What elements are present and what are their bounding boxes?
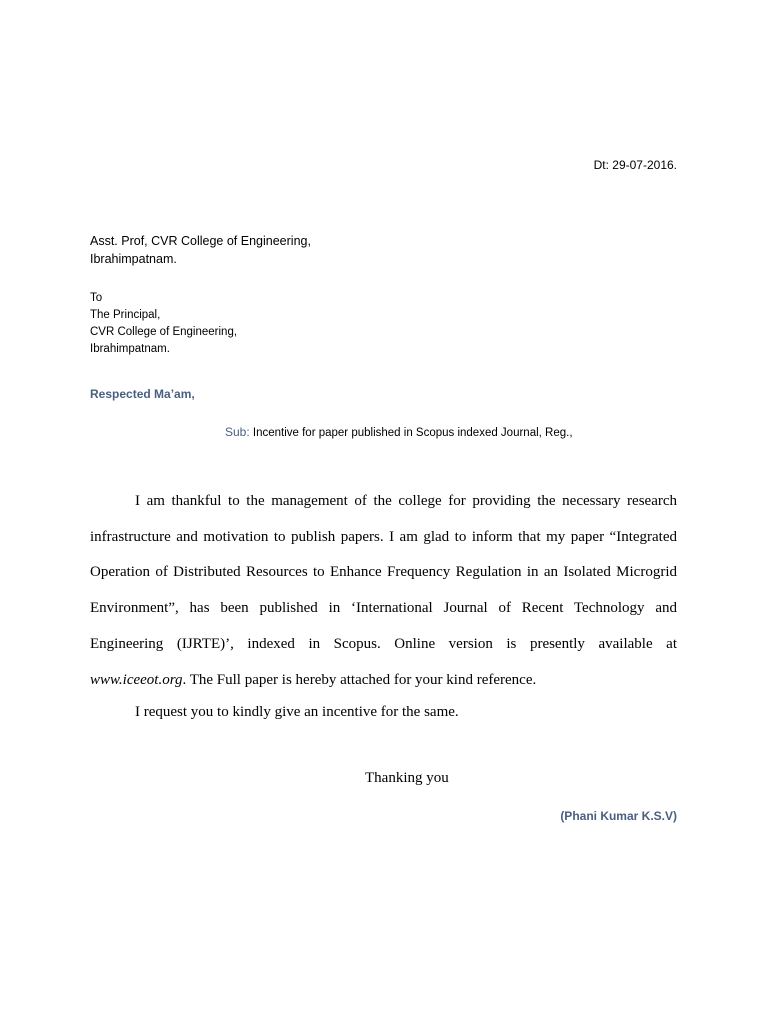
body-text-part-1: I am thankful to the management of the college for providing the necessary research infrastructure and motivation to publish papers. I am glad to inform that my paper “Integrated Operation of Distributed Resources to Enhance Frequency Regulation in an Isolated Microgrid Environment”, has been published in ‘International Journal of Recent Technology and Engineering (IJRTE)’, indexed in Scopus. Online version is presently available at — [90, 493, 677, 652]
subject-line — [225, 425, 573, 439]
subject-label: Sub: — [225, 425, 250, 439]
letter-date: Dt: 29-07-2016. — [593, 158, 677, 172]
website-link-text: www.iceeot.org — [90, 671, 183, 688]
sender-address — [90, 233, 311, 268]
closing-text: Thanking you — [365, 770, 449, 786]
recipient-address — [90, 290, 237, 358]
salutation: Respected Ma’am, — [90, 387, 195, 401]
sender-line-1: Asst. Prof, CVR College of Engineering, — [90, 234, 311, 248]
body-paragraph — [90, 484, 677, 698]
recipient-institution: CVR College of Engineering, — [90, 326, 238, 338]
subject-text: Incentive for paper published in Scopus indexed Journal, Reg., — [249, 427, 573, 439]
signature: (Phani Kumar K.S.V) — [560, 809, 677, 823]
recipient-to: To — [90, 292, 103, 304]
recipient-title: The Principal, — [90, 309, 161, 321]
body-text-part-2: . The Full paper is hereby attached for your kind reference. — [182, 671, 537, 688]
request-paragraph: I request you to kindly give an incentive for the same. — [135, 704, 459, 720]
sender-line-2: Ibrahimpatnam. — [90, 251, 177, 266]
recipient-place: Ibrahimpatnam. — [90, 343, 170, 355]
